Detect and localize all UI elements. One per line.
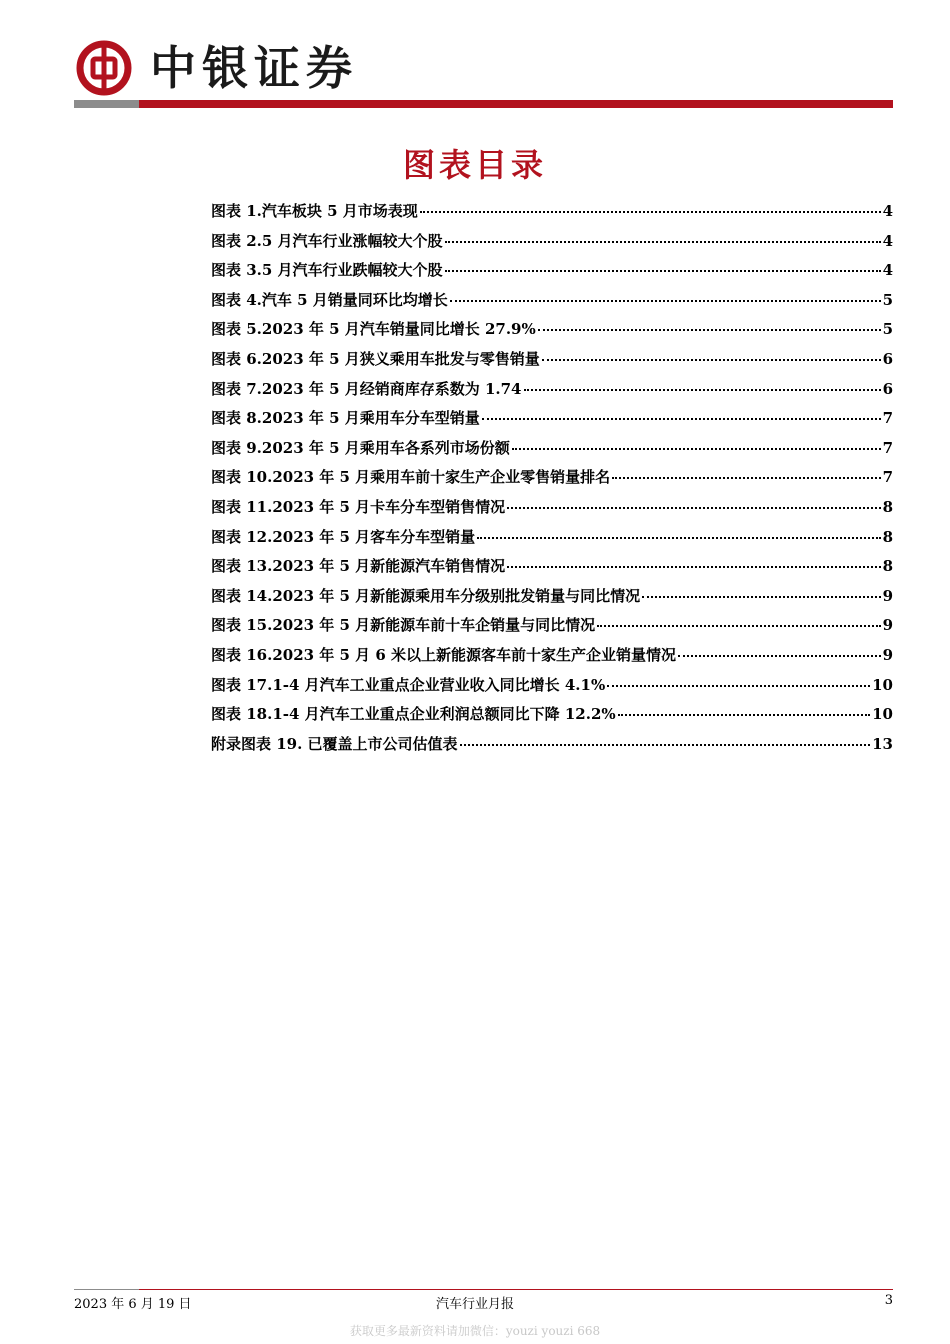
toc-entry-title[interactable]: 图表 2.5 月汽车行业涨幅较大个股 [211, 231, 443, 250]
toc-entry[interactable] [211, 585, 893, 615]
toc-entry[interactable] [211, 733, 893, 763]
footer-rule-red [139, 1289, 893, 1290]
toc-entry-page[interactable]: 4 [882, 261, 893, 280]
toc-entry[interactable] [211, 526, 893, 556]
footer-date: 2023 年 6 月 19 日 [74, 1297, 192, 1312]
toc-entry[interactable] [211, 200, 893, 230]
toc-entry-title[interactable]: 图表 10.2023 年 5 月乘用车前十家生产企业零售销量排名 [211, 468, 611, 487]
toc-entry-page[interactable]: 9 [882, 645, 893, 664]
header-rule-grey [74, 100, 139, 108]
toc-dot-leader [524, 389, 881, 391]
toc-entry-page[interactable]: 13 [872, 734, 893, 753]
toc-entry-page[interactable]: 8 [882, 557, 893, 576]
toc-entry[interactable] [211, 348, 893, 378]
toc-dot-leader [477, 537, 880, 539]
toc-dot-leader [512, 448, 881, 450]
toc-entry[interactable] [211, 437, 893, 467]
bank-of-china-logo-icon [76, 40, 132, 96]
header-rule-red [139, 100, 893, 108]
toc-entry[interactable] [211, 674, 893, 704]
toc-entry-page[interactable]: 8 [882, 527, 893, 546]
toc-dot-leader [507, 566, 880, 568]
toc-entry-page[interactable]: 4 [882, 231, 893, 250]
toc-entry[interactable] [211, 466, 893, 496]
toc-entry-title[interactable]: 图表 13.2023 年 5 月新能源汽车销售情况 [211, 557, 506, 576]
toc-entry-title[interactable]: 图表 12.2023 年 5 月客车分车型销量 [211, 527, 476, 546]
toc-entry[interactable] [211, 259, 893, 289]
toc-entry-page[interactable]: 5 [882, 290, 893, 309]
toc-dot-leader [445, 270, 881, 272]
toc-entry[interactable] [211, 230, 893, 260]
brand-name: 中银证券 [150, 41, 358, 95]
toc-entry-title[interactable]: 图表 16.2023 年 5 月 6 米以上新能源客车前十家生产企业销量情况 [211, 645, 677, 664]
toc-entry-title[interactable]: 图表 15.2023 年 5 月新能源车前十车企销量与同比情况 [211, 616, 596, 635]
footer-report-name: 汽车行业月报 [435, 1297, 514, 1312]
toc-entry-title[interactable]: 图表 17.1-4 月汽车工业重点企业营业收入同比增长 4.1% [211, 675, 606, 694]
toc-dot-leader [597, 625, 880, 627]
toc-entry[interactable] [211, 703, 893, 733]
toc-entry-title[interactable]: 图表 14.2023 年 5 月新能源乘用车分级别批发销量与同比情况 [211, 586, 641, 605]
toc-entry[interactable] [211, 378, 893, 408]
toc-entry-title[interactable]: 图表 4.汽车 5 月销量同环比均增长 [211, 290, 448, 309]
toc-title: 图表目录 [402, 146, 547, 184]
toc-entry-title[interactable]: 图表 9.2023 年 5 月乘用车各系列市场份额 [211, 438, 510, 457]
toc-entry[interactable] [211, 555, 893, 585]
toc-entry-title[interactable]: 图表 1.汽车板块 5 月市场表现 [211, 202, 418, 220]
toc-dot-leader [618, 714, 870, 716]
toc-entry-page[interactable]: 10 [872, 705, 893, 724]
toc-entry-page[interactable]: 6 [882, 349, 893, 368]
toc-entry-page[interactable]: 7 [882, 468, 893, 487]
toc-entry-title[interactable]: 图表 6.2023 年 5 月狭义乘用车批发与零售销量 [211, 349, 540, 368]
toc-dot-leader [612, 477, 880, 479]
toc-entry-title[interactable]: 图表 8.2023 年 5 月乘用车分车型销量 [211, 409, 480, 428]
footer-page-number: 3 [884, 1293, 893, 1308]
toc-entry-title[interactable]: 附录图表 19. 已覆盖上市公司估值表 [211, 734, 458, 753]
toc-entry-page[interactable]: 6 [882, 379, 893, 398]
toc-dot-leader [607, 685, 870, 687]
toc-dot-leader [460, 744, 871, 746]
toc-entry-page[interactable]: 9 [882, 616, 893, 635]
toc-entry[interactable] [211, 644, 893, 674]
toc-entry-title[interactable]: 图表 11.2023 年 5 月卡车分车型销售情况 [211, 497, 506, 516]
toc-entry[interactable] [211, 614, 893, 644]
toc-entry-title[interactable]: 图表 7.2023 年 5 月经销商库存系数为 1.74 [211, 379, 522, 398]
footer-rule-grey [74, 1289, 139, 1290]
toc-entry-page[interactable]: 4 [882, 202, 893, 220]
toc-dot-leader [450, 300, 881, 302]
toc-entry-page[interactable]: 5 [882, 320, 893, 339]
watermark: 获取更多最新资料请加微信：youzi youzi 668 [349, 1324, 601, 1338]
toc-dot-leader [507, 507, 880, 509]
toc-dot-leader [542, 359, 881, 361]
toc-dot-leader [678, 655, 881, 657]
toc-entry-page[interactable]: 8 [882, 497, 893, 516]
toc-entry-page[interactable]: 7 [882, 409, 893, 428]
toc-dot-leader [538, 329, 881, 331]
toc-entry[interactable] [211, 407, 893, 437]
toc-entry-title[interactable]: 图表 3.5 月汽车行业跌幅较大个股 [211, 261, 443, 280]
toc-list [211, 200, 893, 762]
toc-entry-page[interactable]: 9 [882, 586, 893, 605]
toc-entry[interactable] [211, 496, 893, 526]
toc-dot-leader [420, 211, 881, 213]
toc-entry-page[interactable]: 10 [872, 675, 893, 694]
toc-entry-page[interactable]: 7 [882, 438, 893, 457]
toc-entry[interactable] [211, 289, 893, 319]
toc-dot-leader [482, 418, 881, 420]
toc-entry-title[interactable]: 图表 5.2023 年 5 月汽车销量同比增长 27.9% [211, 320, 536, 339]
toc-dot-leader [642, 596, 880, 598]
page-header [0, 0, 950, 112]
toc-entry[interactable] [211, 318, 893, 348]
toc-entry-title[interactable]: 图表 18.1-4 月汽车工业重点企业利润总额同比下降 12.2% [211, 705, 616, 724]
toc-dot-leader [445, 241, 881, 243]
